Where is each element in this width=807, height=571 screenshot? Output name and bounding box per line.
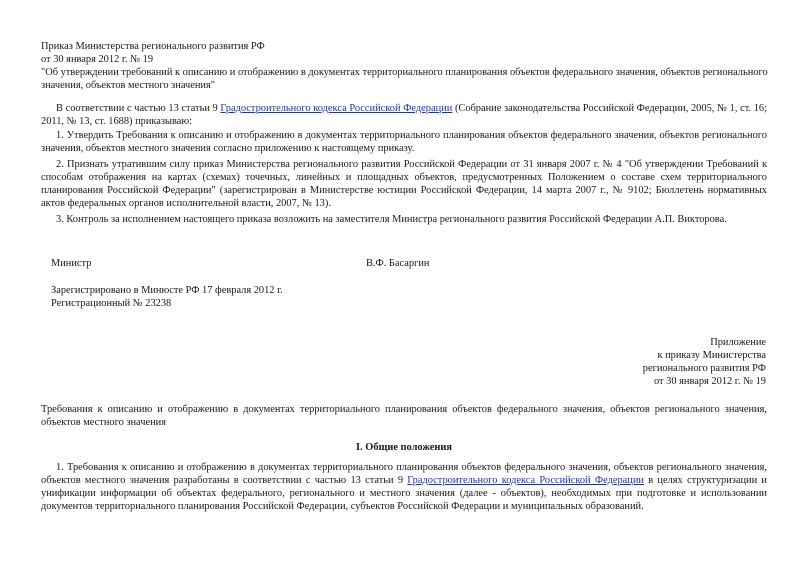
header-subject: "Об утверждении требований к описанию и отображению в документах территориального планирования объектов федерального значения, объектов регионального значения, объектов местного значения" [41, 67, 768, 91]
preamble-text-start: В соответствии с частью 13 статьи 9 [56, 103, 221, 114]
gradostroitelny-kodeks-link[interactable]: Градостроительного кодекса Российской Федерации [220, 103, 453, 114]
registration-date: Зарегистрировано в Минюсте РФ 17 февраля 2012 г. [51, 285, 283, 296]
header-date: от 30 января 2012 г. № 19 [41, 54, 154, 65]
order-item-3: 3. Контроль за исполнением настоящего приказа возложить на заместителя Министра регионального развития Российской Федерации А.П. Викторова. [56, 214, 727, 225]
registration-number: Регистрационный № 23238 [51, 298, 172, 309]
requirements-title: Требования к описанию и отображению в документах территориального планирования объектов федерального значения, объектов регионального значения, объектов местного значения [41, 404, 767, 428]
header-title: Приказ Министерства регионального развития РФ [41, 41, 265, 52]
appendix-ministry: регионального развития РФ [642, 363, 766, 374]
preamble-text-end: (Собрание законодательства Российской Федерации, 2005, № 1, ст. 16; 2011, № 13, ст. 1688) приказываю: [41, 103, 768, 127]
appendix-to-order: к приказу Министерства [657, 350, 766, 361]
signature-title: Министр [51, 258, 92, 269]
signature-name: В.Ф. Басаргин [366, 258, 430, 269]
section-paragraph-text-end: в целях структуризации и унификации информации об объектах федерального, регионального и местного значения (далее - объектов), необходимых при подготовке и использовании документов территориального планирования Российской Федерации, субъектов Российской Федерации и муниципальных образований. [41, 475, 767, 512]
document-header [41, 40, 771, 92]
section-paragraph-1 [41, 461, 767, 513]
appendix-label: Приложение [710, 337, 766, 348]
order-item-2: 2. Признать утратившим силу приказ Министерства регионального развития Российской Федерации от 31 января 2007 г. № 4 "Об утверждении Требований к способам отображения на картах (схемах) точечных, линейных и площадных объектов, предусмотренных Положением о составе схем территориального планирования Российской Федерации" (зарегистрирован в Министерстве юстиции Российской Федерации, 14 марта 2007 г., № 9102; Бюллетень нормативных актов федеральных органов исполнительной власти, 2007, № 13). [41, 159, 767, 209]
appendix-block [643, 336, 766, 388]
gradostroitelny-kodeks-link-2[interactable]: Градостроительного кодекса Российской Федерации [407, 475, 644, 486]
appendix-date: от 30 января 2012 г. № 19 [653, 376, 766, 387]
preamble-paragraph [41, 102, 767, 128]
section-paragraph-text-start: 1. Требования к описанию и отображению в документах территориального планирования объектов федерального значения, объектов регионального значения, объектов местного значения разработаны в соответствии с частью 13 статьи 9 [41, 462, 767, 486]
order-item-1: 1. Утвердить Требования к описанию и отображению в документах территориального планирования объектов федерального значения, объектов регионального значения, объектов местного значения согласно приложению к настоящему приказу. [41, 130, 767, 154]
section-heading: I. Общие положения [356, 442, 452, 453]
